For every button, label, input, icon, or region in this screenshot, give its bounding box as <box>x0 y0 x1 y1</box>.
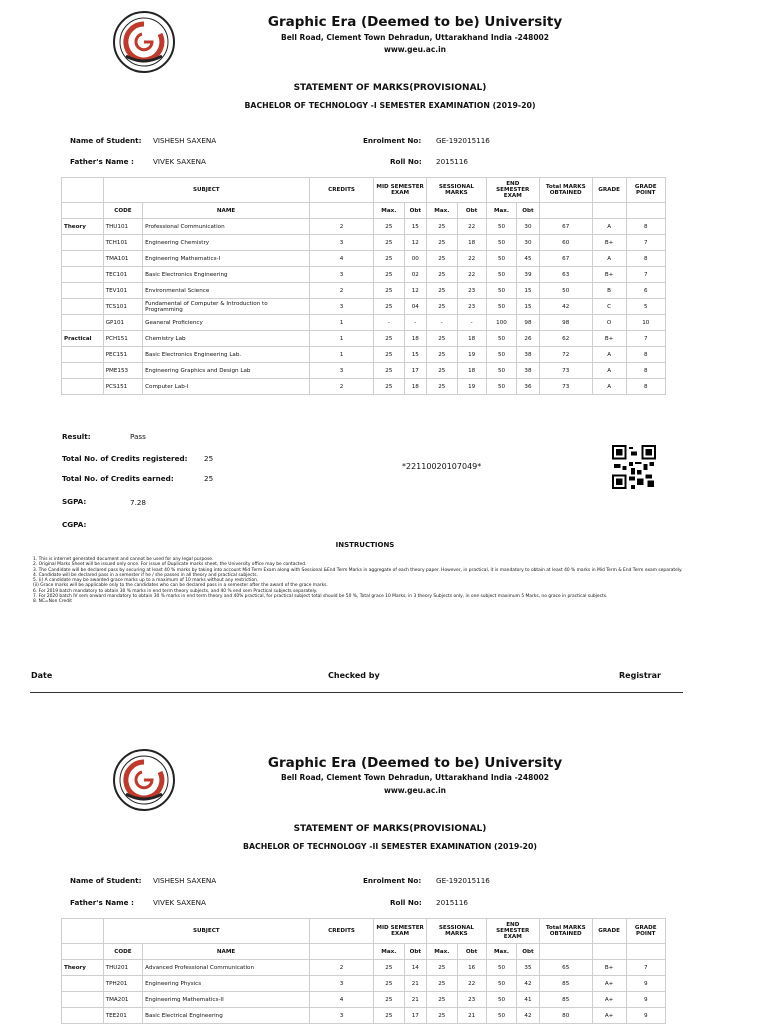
cell-gp: 9 <box>626 1008 666 1024</box>
cell-end-max: 50 <box>486 299 516 315</box>
cell-gp: 8 <box>626 251 666 267</box>
cell-end-obt: 41 <box>517 992 540 1008</box>
cell-ses-obt: 22 <box>457 267 486 283</box>
cell-mid-max: 25 <box>374 267 404 283</box>
university-address: Bell Road, Clement Town Dehradun, Uttarakhand India -248002 <box>281 33 549 42</box>
cell-end-obt: 26 <box>517 331 540 347</box>
cell-group <box>62 976 104 992</box>
cell-grade: B+ <box>592 331 626 347</box>
cell-total: 65 <box>539 960 592 976</box>
credits-earned-label: Total No. of Credits earned: <box>62 474 174 483</box>
cell-end-max: 50 <box>486 267 516 283</box>
cell-credits: 3 <box>309 1008 373 1024</box>
cell-ses-max: 25 <box>427 331 457 347</box>
table-row <box>62 1008 666 1024</box>
cell-mid-obt: 15 <box>404 219 427 235</box>
cell-mid-obt: 04 <box>404 299 427 315</box>
cell-ses-max: 25 <box>427 992 457 1008</box>
cell-mid-obt: 18 <box>404 379 427 395</box>
result-value: Pass <box>130 432 146 441</box>
cell-credits: 3 <box>309 363 373 379</box>
cell-total: 85 <box>539 976 592 992</box>
enrolment-label: Enrolment No: <box>363 136 422 145</box>
credits-registered-value: 25 <box>204 454 214 463</box>
cell-end-max: 50 <box>486 960 516 976</box>
cell-end-max: 50 <box>486 992 516 1008</box>
cell-mid-obt: 12 <box>404 283 427 299</box>
sgpa-value: 7.28 <box>130 498 147 507</box>
cell-end-max: 50 <box>486 251 516 267</box>
cell-end-obt: 45 <box>517 251 540 267</box>
marks-table <box>61 918 666 1024</box>
registrar-label: Registrar <box>619 671 661 680</box>
cell-ses-max: 25 <box>427 235 457 251</box>
cell-end-max: 50 <box>486 976 516 992</box>
cell-code: TEC101 <box>103 267 142 283</box>
cell-end-max: 100 <box>486 315 516 331</box>
header-credits: CREDITS <box>309 919 373 944</box>
cell-mid-max: 25 <box>374 251 404 267</box>
cell-ses-max: 25 <box>427 960 457 976</box>
cell-total: 60 <box>539 235 592 251</box>
subheader-code: CODE <box>103 944 142 960</box>
cell-name: Engineering Mathematics-I <box>143 251 310 267</box>
cell-name: Computer Lab-I <box>143 379 310 395</box>
cell-name: Engineering Graphics and Design Lab <box>143 363 310 379</box>
cell-group: Theory <box>62 960 104 976</box>
cell-gp: 8 <box>626 219 666 235</box>
university-name: Graphic Era (Deemed to be) University <box>267 755 563 771</box>
cell-credits: 3 <box>309 235 373 251</box>
cell-code: GP101 <box>103 315 142 331</box>
cell-gp: 8 <box>626 363 666 379</box>
cell-end-obt: 15 <box>517 299 540 315</box>
cell-end-max: 50 <box>486 219 516 235</box>
cell-end-obt: 30 <box>517 219 540 235</box>
cell-ses-obt: 16 <box>457 960 486 976</box>
cell-end-obt: 39 <box>517 267 540 283</box>
cell-ses-max: 25 <box>427 347 457 363</box>
cell-grade: A <box>592 379 626 395</box>
cell-ses-obt: 19 <box>457 347 486 363</box>
cell-ses-obt: 23 <box>457 299 486 315</box>
cell-total: 50 <box>539 283 592 299</box>
cell-ses-max: 25 <box>427 299 457 315</box>
cell-mid-obt: 17 <box>404 1008 427 1024</box>
table-row <box>62 960 666 976</box>
cell-ses-max: 25 <box>427 267 457 283</box>
enrolment-label: Enrolment No: <box>363 876 422 885</box>
barcode-number: *22110020107049* <box>402 462 482 471</box>
cell-ses-obt: 18 <box>457 363 486 379</box>
cell-credits: 2 <box>309 960 373 976</box>
cell-ses-obt: 18 <box>457 235 486 251</box>
instruction-item: 7. For 2020 batch IV sem onward mandatory to obtain 30 % marks in end term theory and 40% practical, for practical subject total should be 50 %, Total grace 10 Marks, in 3 theory Subjects only, in one subject maximum 5 Marks, no grace in practical subjects. <box>33 593 608 599</box>
subheader-obt: Obt <box>404 203 427 219</box>
cell-end-obt: 42 <box>517 1008 540 1024</box>
header-subject: SUBJECT <box>103 178 309 203</box>
cell-group <box>62 1008 104 1024</box>
cell-ses-obt: 23 <box>457 283 486 299</box>
cell-credits: 3 <box>309 299 373 315</box>
cell-name: Engineering Chemistry <box>143 235 310 251</box>
cell-end-obt: 35 <box>517 960 540 976</box>
header-end-semester: END SEMESTER EXAM <box>486 919 539 944</box>
cell-mid-max: 25 <box>374 1008 404 1024</box>
header-mid-semester: MID SEMESTER EXAM <box>374 919 427 944</box>
cell-mid-max: 25 <box>374 219 404 235</box>
subheader-blank <box>592 944 626 960</box>
cell-name: Professional Communication <box>143 219 310 235</box>
cell-end-max: 50 <box>486 347 516 363</box>
cell-grade: A <box>592 363 626 379</box>
cell-end-max: 50 <box>486 283 516 299</box>
cell-gp: 8 <box>626 379 666 395</box>
cell-mid-obt: - <box>404 315 427 331</box>
cell-code: PCS151 <box>103 379 142 395</box>
cell-mid-max: 25 <box>374 992 404 1008</box>
cell-mid-obt: 21 <box>404 992 427 1008</box>
cell-code: PME153 <box>103 363 142 379</box>
roll-value: 2015116 <box>436 157 469 166</box>
document-title: STATEMENT OF MARKS(PROVISIONAL) <box>293 83 487 93</box>
cell-gp: 7 <box>626 331 666 347</box>
cell-gp: 6 <box>626 283 666 299</box>
cell-mid-max: 25 <box>374 283 404 299</box>
cell-end-max: 50 <box>486 331 516 347</box>
cell-mid-max: 25 <box>374 347 404 363</box>
cell-ses-max: 25 <box>427 219 457 235</box>
cell-end-obt: 98 <box>517 315 540 331</box>
cell-mid-obt: 02 <box>404 267 427 283</box>
cell-ses-obt: - <box>457 315 486 331</box>
cell-grade: A <box>592 347 626 363</box>
cell-mid-obt: 17 <box>404 363 427 379</box>
cell-end-obt: 38 <box>517 363 540 379</box>
cell-mid-max: 25 <box>374 960 404 976</box>
cell-end-obt: 42 <box>517 976 540 992</box>
cell-gp: 9 <box>626 992 666 1008</box>
document-title: STATEMENT OF MARKS(PROVISIONAL) <box>293 824 487 834</box>
cell-total: 67 <box>539 251 592 267</box>
cell-code: TMA101 <box>103 251 142 267</box>
cell-name: Geaneral Proficiency <box>143 315 310 331</box>
exam-title: BACHELOR OF TECHNOLOGY -I SEMESTER EXAMINATION (2019-20) <box>244 101 536 110</box>
cell-gp: 9 <box>626 976 666 992</box>
father-name-label: Father's Name : <box>70 157 134 166</box>
cell-code: THU101 <box>103 219 142 235</box>
instruction-item: 4. Candidate will be declared pass in a semester if he / she passes in all theory and practical subjects. <box>33 572 258 578</box>
cell-mid-obt: 12 <box>404 235 427 251</box>
father-name-label: Father's Name : <box>70 898 134 907</box>
cell-ses-obt: 19 <box>457 379 486 395</box>
credits-registered-label: Total No. of Credits registered: <box>62 454 188 463</box>
cell-total: 42 <box>539 299 592 315</box>
subheader-max: Max. <box>427 203 457 219</box>
cell-group: Theory <box>62 219 104 235</box>
cell-end-obt: 36 <box>517 379 540 395</box>
header-grade: GRADE <box>592 919 626 944</box>
subheader-blank <box>62 944 104 960</box>
cell-mid-max: 25 <box>374 363 404 379</box>
cell-grade: B <box>592 283 626 299</box>
cell-code: THU201 <box>103 960 142 976</box>
cell-mid-obt: 00 <box>404 251 427 267</box>
cell-mid-max: 25 <box>374 379 404 395</box>
cell-name: Fundamental of Computer & Introduction to Programming <box>143 299 310 315</box>
student-name-label: Name of Student: <box>70 876 142 885</box>
cell-ses-max: 25 <box>427 251 457 267</box>
university-website: www.geu.ac.in <box>383 45 447 54</box>
subheader-max: Max. <box>427 944 457 960</box>
subheader-obt: Obt <box>457 203 486 219</box>
instruction-item: 3. The Candidate will be declared pass by securing at least 40 % marks by taking into account Mid Term Exam along with Sessional &End Term Marks in aggregate of each theory paper. However, in practical, it is mandatory to obtain at least 40 % marks in Mid Term & End Term exam separately. <box>33 567 683 573</box>
cell-code: PEC151 <box>103 347 142 363</box>
university-name: Graphic Era (Deemed to be) University <box>267 14 563 30</box>
cell-ses-max: 25 <box>427 379 457 395</box>
cell-gp: 10 <box>626 315 666 331</box>
cell-ses-max: 25 <box>427 363 457 379</box>
cell-group: Practical <box>62 331 104 347</box>
cell-mid-max: 25 <box>374 299 404 315</box>
subheader-obt: Obt <box>457 944 486 960</box>
cell-grade: A+ <box>592 976 626 992</box>
header-total: Total MARKS OBTAINED <box>539 178 592 203</box>
subheader-name: NAME <box>143 944 310 960</box>
cell-grade: A <box>592 251 626 267</box>
cell-mid-max: - <box>374 315 404 331</box>
subheader-name: NAME <box>143 203 310 219</box>
cell-credits: 2 <box>309 283 373 299</box>
cell-name: Advanced Professional Communication <box>143 960 310 976</box>
subheader-obt: Obt <box>517 944 540 960</box>
header-total: Total MARKS OBTAINED <box>539 919 592 944</box>
cell-credits: 2 <box>309 219 373 235</box>
cell-gp: 7 <box>626 235 666 251</box>
table-row <box>62 992 666 1008</box>
cell-code: TCS101 <box>103 299 142 315</box>
cell-grade: A+ <box>592 992 626 1008</box>
table-row <box>62 976 666 992</box>
subheader-obt: Obt <box>404 944 427 960</box>
cell-code: TEE201 <box>103 1008 142 1024</box>
cell-ses-max: 25 <box>427 1008 457 1024</box>
credits-earned-value: 25 <box>204 474 214 483</box>
cell-total: 73 <box>539 379 592 395</box>
cell-total: 72 <box>539 347 592 363</box>
cell-code: PCH151 <box>103 331 142 347</box>
subheader-blank <box>626 944 666 960</box>
university-address: Bell Road, Clement Town Dehradun, Uttarakhand India -248002 <box>281 773 549 782</box>
cell-code: TEV101 <box>103 283 142 299</box>
sgpa-label: SGPA: <box>62 497 87 506</box>
cell-total: 85 <box>539 992 592 1008</box>
subheader-obt: Obt <box>517 203 540 219</box>
checked-by-label: Checked by <box>328 671 380 680</box>
cell-grade: O <box>592 315 626 331</box>
enrolment-value: GE-192015116 <box>436 876 490 885</box>
cell-total: 80 <box>539 1008 592 1024</box>
cell-credits: 3 <box>309 976 373 992</box>
enrolment-value: GE-192015116 <box>436 136 490 145</box>
cell-mid-obt: 14 <box>404 960 427 976</box>
header-sessional: SESSIONAL MARKS <box>427 178 487 203</box>
cell-credits: 2 <box>309 379 373 395</box>
result-label: Result: <box>62 432 91 441</box>
cell-end-obt: 38 <box>517 347 540 363</box>
cell-ses-max: 25 <box>427 976 457 992</box>
cell-end-obt: 15 <box>517 283 540 299</box>
cell-credits: 4 <box>309 992 373 1008</box>
cell-ses-obt: 23 <box>457 992 486 1008</box>
header-grade-point: GRADE POINT <box>626 919 666 944</box>
cell-grade: B+ <box>592 235 626 251</box>
header-mid-semester: MID SEMESTER EXAM <box>374 178 427 203</box>
cell-mid-max: 25 <box>374 235 404 251</box>
instruction-item: 5. (i) A candidate may be awarded grace marks up to a maximum of 10 marks without any restriction. <box>33 578 259 584</box>
subheader-max: Max. <box>486 944 516 960</box>
university-logo-icon <box>112 748 176 812</box>
subheader-max: Max. <box>486 203 516 219</box>
cell-grade: C <box>592 299 626 315</box>
cell-name: Chemistry Lab <box>143 331 310 347</box>
cell-mid-obt: 21 <box>404 976 427 992</box>
roll-label: Roll No: <box>390 157 422 166</box>
father-name-value: VIVEK SAXENA <box>153 898 206 907</box>
cgpa-label: CGPA: <box>62 520 87 529</box>
exam-title: BACHELOR OF TECHNOLOGY -II SEMESTER EXAMINATION (2019-20) <box>243 842 537 851</box>
header-grade-point: GRADE POINT <box>626 178 666 203</box>
cell-ses-max: - <box>427 315 457 331</box>
cell-credits: 1 <box>309 331 373 347</box>
cell-end-max: 50 <box>486 235 516 251</box>
cell-credits: 4 <box>309 251 373 267</box>
student-name-value: VISHESH SAXENA <box>153 136 217 145</box>
roll-label: Roll No: <box>390 898 422 907</box>
cell-ses-obt: 18 <box>457 331 486 347</box>
subheader-code: CODE <box>103 203 142 219</box>
cell-gp: 7 <box>626 960 666 976</box>
cell-gp: 8 <box>626 347 666 363</box>
cell-name: Basic Electronics Engineering <box>143 267 310 283</box>
cell-ses-obt: 21 <box>457 1008 486 1024</box>
cell-name: Basic Electronics Engineering Lab. <box>143 347 310 363</box>
cell-code: TMA201 <box>103 992 142 1008</box>
cell-total: 63 <box>539 267 592 283</box>
roll-value: 2015116 <box>436 898 469 907</box>
cell-mid-max: 25 <box>374 976 404 992</box>
cell-total: 98 <box>539 315 592 331</box>
university-website: www.geu.ac.in <box>383 786 447 795</box>
cell-grade: A+ <box>592 1008 626 1024</box>
cell-group <box>62 992 104 1008</box>
cell-name: Basic Electrical Engineering <box>143 1008 310 1024</box>
cell-credits: 1 <box>309 347 373 363</box>
cell-credits: 3 <box>309 267 373 283</box>
header-sessional: SESSIONAL MARKS <box>427 919 487 944</box>
student-name-value: VISHESH SAXENA <box>153 876 217 885</box>
cell-ses-obt: 22 <box>457 219 486 235</box>
father-name-value: VIVEK SAXENA <box>153 157 206 166</box>
subheader-blank <box>309 944 373 960</box>
instruction-item: 6. For 2019 batch mandatory to obtain 30 % marks in end term theory subjects, and 40 % end sem Practical subjects separately. <box>33 588 318 594</box>
cell-grade: A <box>592 219 626 235</box>
instruction-item: 8. NC=Non Credit <box>33 599 72 605</box>
cell-total: 73 <box>539 363 592 379</box>
subheader-max: Max. <box>374 944 404 960</box>
cell-end-max: 50 <box>486 379 516 395</box>
student-name-label: Name of Student: <box>70 136 142 145</box>
subheader-blank <box>539 944 592 960</box>
cell-gp: 7 <box>626 267 666 283</box>
cell-end-max: 50 <box>486 1008 516 1024</box>
cell-total: 62 <box>539 331 592 347</box>
cell-gp: 5 <box>626 299 666 315</box>
cell-ses-obt: 22 <box>457 251 486 267</box>
cell-ses-max: 25 <box>427 283 457 299</box>
instruction-item: 1. This is internet generated document and cannot be used for any legal purpose. <box>33 557 214 562</box>
instructions-title: INSTRUCTIONS <box>335 541 395 549</box>
cell-grade: B+ <box>592 960 626 976</box>
cell-name: Environmental Science <box>143 283 310 299</box>
cell-code: TCH101 <box>103 235 142 251</box>
header-subject: SUBJECT <box>103 919 309 944</box>
date-label: Date <box>31 671 53 680</box>
header-end-semester: END SEMESTER EXAM <box>486 178 539 203</box>
sem2-table-body <box>62 960 666 1024</box>
cell-credits: 1 <box>309 315 373 331</box>
cell-total: 67 <box>539 219 592 235</box>
instruction-item: 2. Original Marks Sheet will be issued only once. For issue of Duplicate marks sheet, the University office may be contacted. <box>33 562 307 568</box>
cell-code: TPH201 <box>103 976 142 992</box>
cell-grade: B+ <box>592 267 626 283</box>
cell-name: Engineerimg Mathematics-II <box>143 992 310 1008</box>
cell-end-obt: 30 <box>517 235 540 251</box>
instruction-item: (ii) Grace marks will be applicable only to the candidates who can be declared pass in a semester after the award of the grace marks. <box>33 583 328 589</box>
cell-mid-obt: 15 <box>404 347 427 363</box>
cell-ses-obt: 22 <box>457 976 486 992</box>
cell-end-max: 50 <box>486 363 516 379</box>
subheader-max: Max. <box>374 203 404 219</box>
header-grade: GRADE <box>592 178 626 203</box>
cell-mid-max: 25 <box>374 331 404 347</box>
cell-name: Engineering Physics <box>143 976 310 992</box>
table-header-blank <box>62 919 104 944</box>
cell-mid-obt: 18 <box>404 331 427 347</box>
header-credits: CREDITS <box>309 178 373 203</box>
